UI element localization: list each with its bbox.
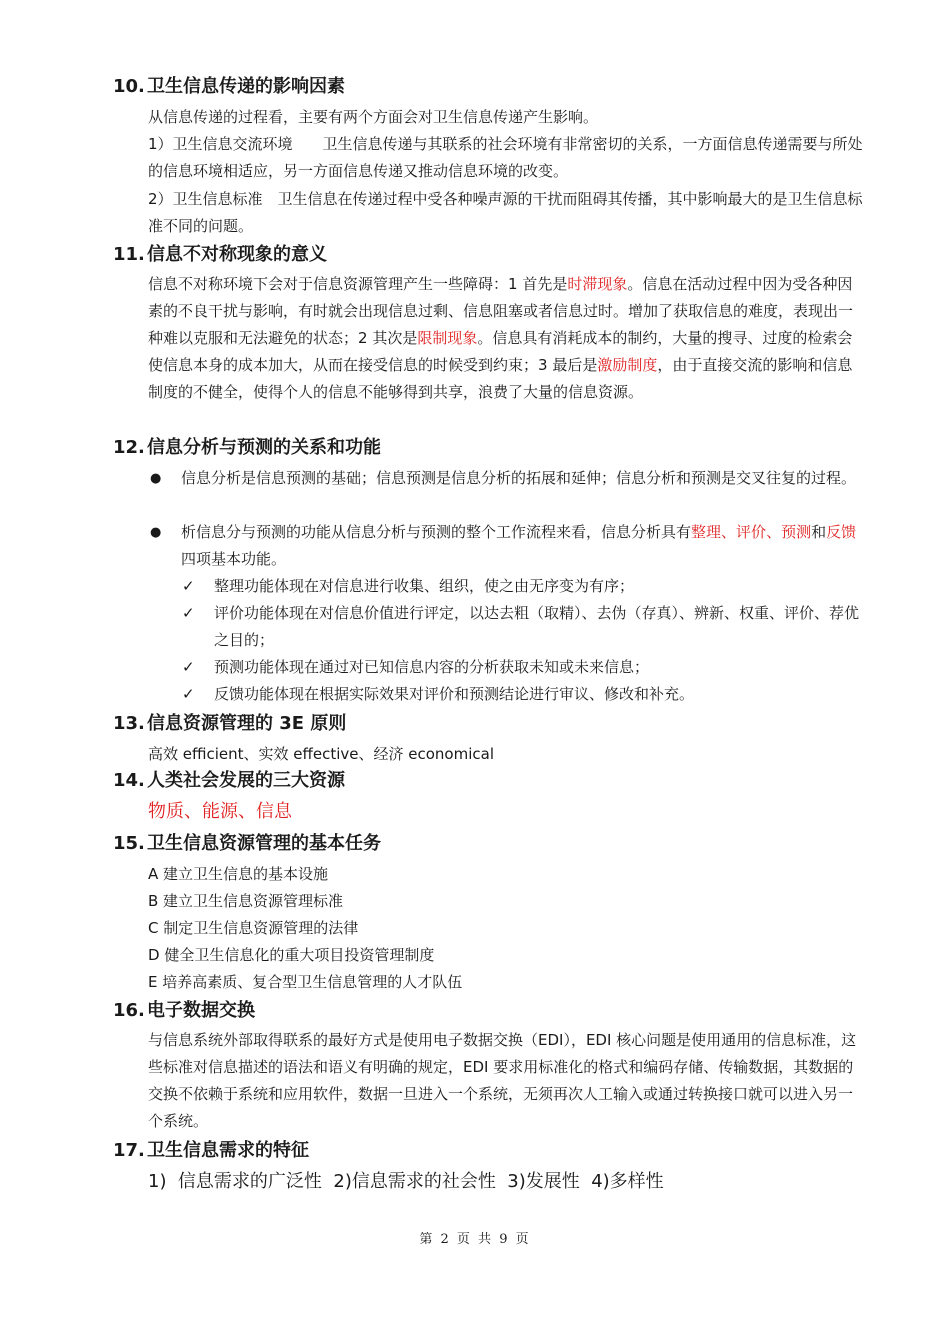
section-title: 卫生信息资源管理的基本任务	[147, 833, 381, 854]
section-title: 信息不对称现象的意义	[147, 244, 327, 265]
section-heading-14	[113, 768, 345, 794]
list-item: E 培养高素质、复合型卫生信息管理的人才队伍	[148, 973, 463, 991]
paragraph: 与信息系统外部取得联系的最好方式是使用电子数据交换（EDI），EDI 核心问题是使用通用的信息标准，这些标准对信息描述的语法和语义有明确的规定，EDI 要求用标准化的格式和编码存储、传输数据，其数据的交换不依赖于系统和应用软件，数据一旦进入一个系统，无须再次人工输入或通过转换接口就可以进入另一个系统。	[148, 1031, 857, 1130]
section-heading-12	[113, 435, 381, 461]
paragraph	[148, 271, 863, 406]
section-title: 人类社会发展的三大资源	[147, 770, 345, 791]
list-item: C 制定卫生信息资源管理的法律	[148, 919, 359, 937]
paragraph: 高效 efficient、实效 effective、经济 economical	[148, 745, 494, 763]
checkmark-icon: ✓	[182, 577, 195, 595]
checkmark-icon: ✓	[182, 658, 195, 676]
section-number: 17.	[113, 1140, 145, 1161]
highlight-term: 评价	[736, 523, 767, 541]
section-number: 15.	[113, 833, 145, 854]
paragraph: 从信息传递的过程看，主要有两个方面会对卫生信息传递产生影响。	[148, 108, 599, 126]
section-title: 电子数据交换	[147, 1000, 255, 1021]
check-item: 整理功能体现在对信息进行收集、组织，使之由无序变为有序；	[214, 577, 635, 595]
section-number: 12.	[113, 437, 145, 458]
list-item: D 健全卫生信息化的重大项目投资管理制度	[148, 946, 435, 964]
section-title: 信息资源管理的 3E 原则	[147, 713, 347, 734]
checkmark-icon: ✓	[182, 604, 195, 622]
text-run: 。信息具有消耗成本的制约，大量的搜寻、过度的检索会使信息本身的成本加大，从而在接受信息的时候受到约束；3 最后是	[148, 329, 853, 374]
bullet-dot-icon: ●	[150, 471, 162, 486]
list-item: B 建立卫生信息资源管理标准	[148, 892, 344, 910]
text-run: 和	[811, 523, 827, 541]
list-item: A 建立卫生信息的基本设施	[148, 865, 329, 883]
highlight-term: 激励制度	[597, 356, 658, 374]
section-title: 卫生信息需求的特征	[147, 1140, 309, 1161]
text-run: 信息不对称环境下会对于信息资源管理产生一些障碍：1 首先是	[148, 275, 568, 293]
section-title: 卫生信息传递的影响因素	[147, 76, 345, 97]
check-item: 评价功能体现在对信息价值进行评定，以达去粗（取精）、去伪（存真）、辨新、权重、评价、荐优之目的；	[214, 604, 860, 649]
highlight-term: 反馈	[826, 523, 857, 541]
section-heading-17	[113, 1138, 309, 1164]
section-number: 11.	[113, 244, 145, 265]
bullet-dot-icon: ●	[150, 525, 162, 540]
check-item: 预测功能体现在通过对已知信息内容的分析获取未知或未来信息；	[214, 658, 650, 676]
checkmark-icon: ✓	[182, 685, 195, 703]
section-heading-10	[113, 74, 345, 100]
paragraph: 2）卫生信息标准 卫生信息在传递过程中受各种噪声源的干扰而阻碍其传播，其中影响最大的是卫生信息标准不同的问题。	[148, 190, 863, 235]
text-run: 析信息分与预测的功能从信息分析与预测的整个工作流程来看，信息分析具有	[181, 523, 692, 541]
section-heading-16	[113, 998, 255, 1024]
check-item: 反馈功能体现在根据实际效果对评价和预测结论进行审议、修改和补充。	[214, 685, 695, 703]
highlight-term: 限制现象	[417, 329, 478, 347]
section-heading-13	[113, 711, 346, 737]
page-footer: 第 2 页 共 9 页	[419, 1232, 531, 1247]
paragraph: 1）卫生信息交流环境 卫生信息传递与其联系的社会环境有非常密切的关系，一方面信息传递需要与所处的信息环境相适应，另一方面信息传递又推动信息环境的改变。	[148, 135, 863, 180]
section-number: 14.	[113, 770, 145, 791]
section-number: 16.	[113, 1000, 145, 1021]
highlight-term: 预测	[781, 523, 812, 541]
separator: 、	[766, 523, 782, 541]
section-number: 13.	[113, 713, 145, 734]
bullet-item: 信息分析是信息预测的基础；信息预测是信息分析的拓展和延伸；信息分析和预测是交叉往复的过程。	[181, 469, 857, 487]
section-heading-15	[113, 831, 381, 857]
section-heading-11	[113, 242, 327, 268]
bullet-item	[181, 519, 863, 573]
text-run: 。信息在活动过程中因为受各种因素的不良干扰与影响，有时就会出现信息过剩、信息阻塞或者信息过时。增加了获取信息的难度，表现出一种难以克服和无法避免的状态；2 其次是	[148, 275, 854, 347]
text-run: ，由于直接交流的影响和信息制度的不健全，使得个人的信息不能够得到共享，浪费了大量的信息资源。	[148, 356, 853, 401]
highlight-term: 整理	[691, 523, 722, 541]
section-number: 10.	[113, 76, 145, 97]
highlight-answer: 物质、能源、信息	[148, 801, 292, 822]
text-run: 四项基本功能。	[181, 550, 287, 568]
separator: 、	[721, 523, 737, 541]
paragraph: 1) 信息需求的广泛性 2)信息需求的社会性 3)发展性 4)多样性	[148, 1171, 664, 1192]
highlight-term: 时滞现象	[567, 275, 628, 293]
section-title: 信息分析与预测的关系和功能	[147, 437, 381, 458]
